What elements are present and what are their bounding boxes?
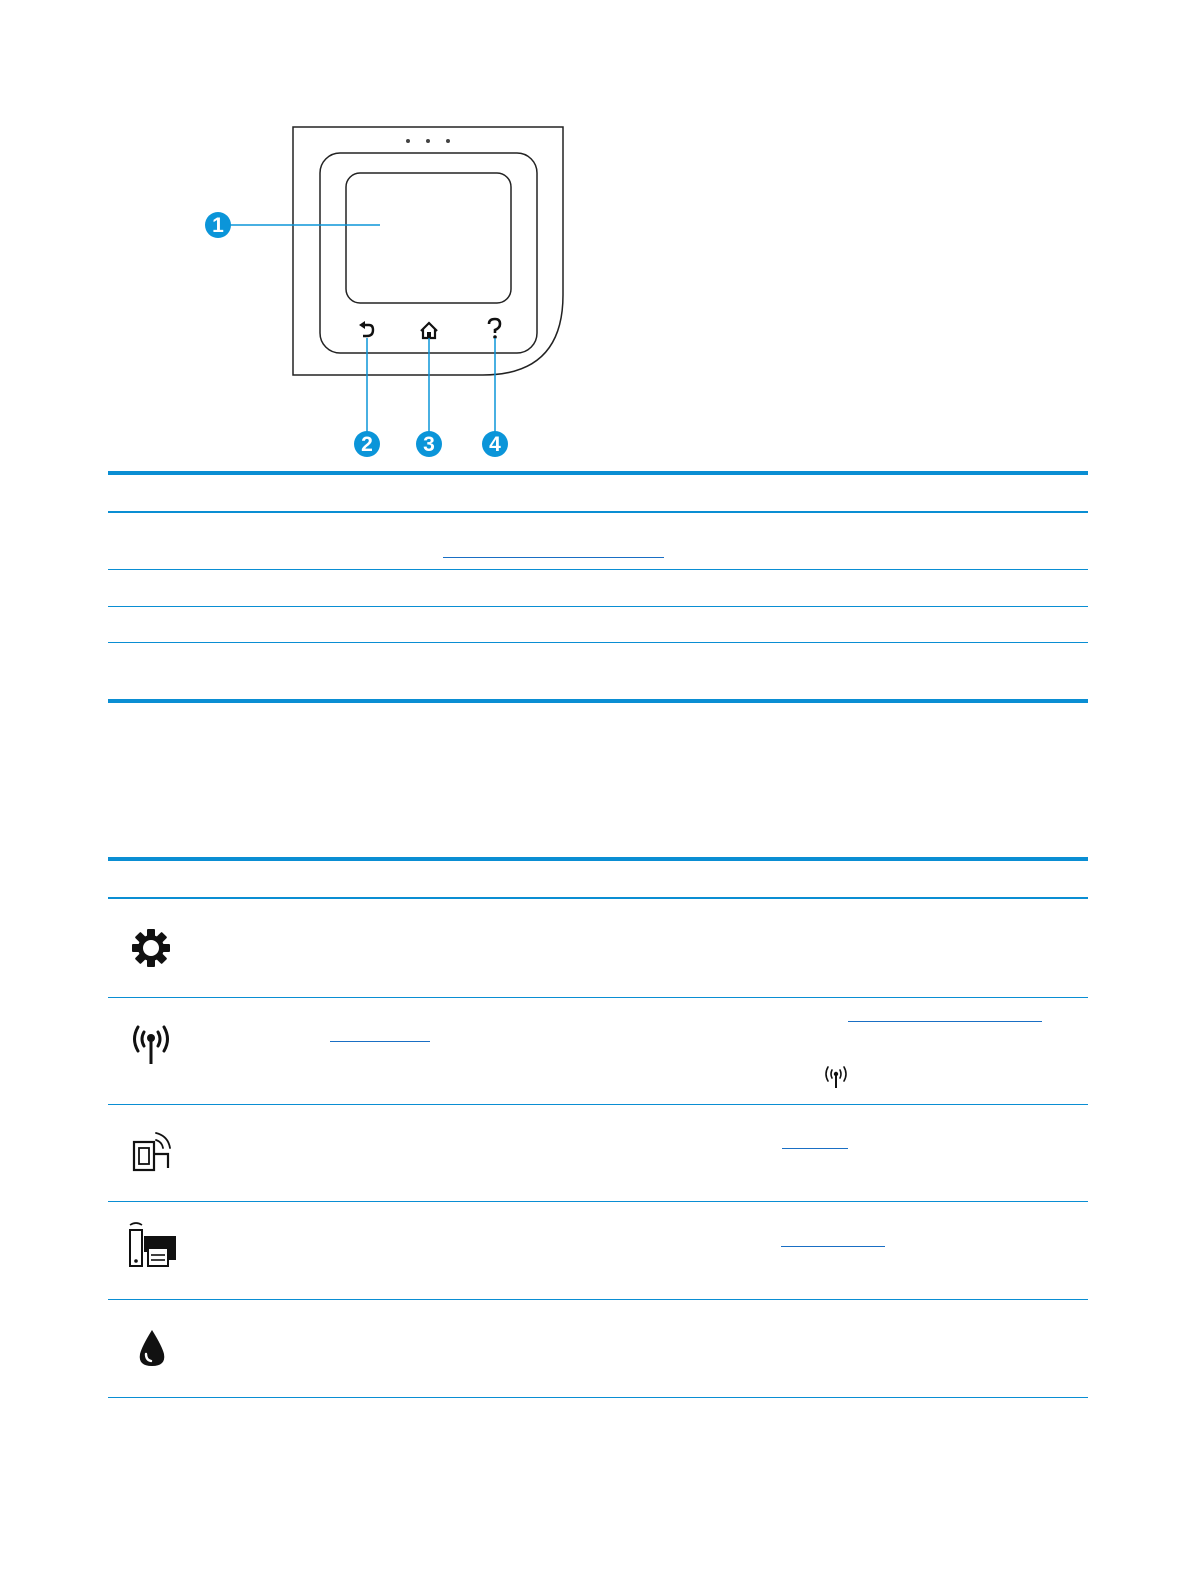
table-1-top-rule [108, 471, 1088, 475]
table-row [108, 642, 1088, 643]
table-row [108, 1299, 1088, 1300]
callout-2 [354, 431, 380, 457]
svg-text:3: 3 [423, 433, 435, 456]
table-row [108, 569, 1088, 570]
table-row [108, 1104, 1088, 1105]
indicator-dot [446, 139, 450, 143]
mobile-print-icon [118, 1216, 186, 1284]
wireless-link-right[interactable] [848, 1021, 1042, 1022]
table-row [108, 1397, 1088, 1398]
svg-text:1: 1 [212, 214, 224, 237]
gear-icon [118, 916, 186, 984]
indicator-dot [426, 139, 430, 143]
wireless-inline-icon [822, 1064, 850, 1090]
indicator-dot [406, 139, 410, 143]
wireless-icon [118, 1012, 186, 1080]
callout-3 [416, 431, 442, 457]
control-panel-diagram [180, 110, 580, 470]
table-row [108, 606, 1088, 607]
table-2-header-rule [108, 897, 1088, 899]
ink-drop-icon [118, 1316, 186, 1384]
svg-text:2: 2 [361, 433, 373, 456]
svg-text:4: 4 [489, 433, 501, 456]
mobile-print-link[interactable] [781, 1246, 885, 1247]
table-1-link[interactable] [443, 557, 664, 558]
table-row [108, 997, 1088, 998]
help-question-icon [489, 319, 500, 339]
home-icon [421, 323, 437, 338]
display-screen [346, 173, 511, 303]
table-1-header-rule [108, 511, 1088, 513]
callout-4 [482, 431, 508, 457]
wifi-direct-icon [118, 1120, 186, 1188]
table-1-bottom-rule [108, 699, 1088, 703]
table-2-top-rule [108, 857, 1088, 861]
wifi-direct-link[interactable] [782, 1148, 848, 1149]
wireless-link-left[interactable] [330, 1041, 430, 1042]
back-arrow-icon [359, 321, 373, 336]
callout-1 [205, 212, 231, 238]
table-row [108, 1201, 1088, 1202]
